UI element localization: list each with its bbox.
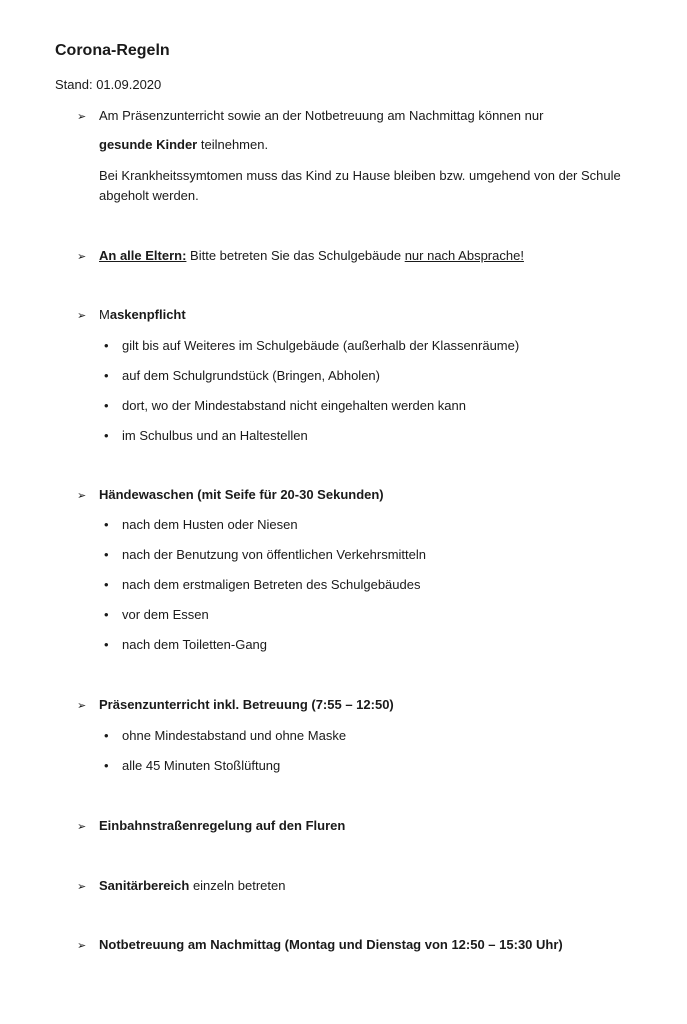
dot-bullet-icon: • <box>104 637 109 652</box>
parents-text: Bitte betreten Sie das Schulgebäude <box>186 248 405 263</box>
symptoms-paragraph: Bei Krankheitssymtomen muss das Kind zu Hause bleiben bzw. umgehend von der Schule abgeholt werden. <box>99 168 621 203</box>
dot-bullet-icon: • <box>104 577 109 592</box>
dot-bullet-icon: • <box>104 428 109 443</box>
healthy-kids-emphasis: gesunde Kinder <box>99 137 198 152</box>
document-title: Corona-Regeln <box>55 42 170 59</box>
list-item: nach der Benutzung von öffentlichen Verkehrsmitteln <box>122 547 427 562</box>
list-item: vor dem Essen <box>122 607 209 622</box>
arrow-bullet-icon: ➢ <box>77 251 87 263</box>
parents-underlined: nur nach Absprache! <box>404 248 524 263</box>
list-item: alle 45 Minuten Stoßlüftung <box>122 758 281 773</box>
healthy-kids-rest: teilnehmen. <box>197 137 269 152</box>
sanitary-text: einzeln betreten <box>189 878 286 893</box>
list-item: auf dem Schulgrundstück (Bringen, Abholen) <box>122 368 380 383</box>
one-way-heading: Einbahnstraßenregelung auf den Fluren <box>99 818 346 833</box>
dot-bullet-icon: • <box>104 398 109 413</box>
arrow-bullet-icon: ➢ <box>77 111 87 123</box>
classroom-heading: Präsenzunterricht inkl. Betreuung (7:55 – 12:50) <box>99 697 394 712</box>
dot-bullet-icon: • <box>104 607 109 622</box>
list-item: dort, wo der Mindestabstand nicht eingehalten werden kann <box>122 398 466 413</box>
arrow-bullet-icon: ➢ <box>77 881 87 893</box>
dot-bullet-icon: • <box>104 758 109 773</box>
handwash-heading: Händewaschen (mit Seife für 20-30 Sekunden) <box>99 487 384 502</box>
parents-rule <box>99 248 524 263</box>
dot-bullet-icon: • <box>104 728 109 743</box>
rule-healthy-line2 <box>99 137 268 152</box>
arrow-bullet-icon: ➢ <box>77 700 87 712</box>
arrow-bullet-icon: ➢ <box>77 940 87 952</box>
list-item: nach dem erstmaligen Betreten des Schulgebäudes <box>122 577 421 592</box>
mask-heading <box>99 307 186 322</box>
list-item: nach dem Husten oder Niesen <box>122 517 298 532</box>
document-date: Stand: 01.09.2020 <box>55 77 162 92</box>
dot-bullet-icon: • <box>104 368 109 383</box>
rule-healthy-line1: Am Präsenzunterricht sowie an der Notbetreuung am Nachmittag können nur <box>99 108 544 123</box>
afternoon-care-heading: Notbetreuung am Nachmittag (Montag und Dienstag von 12:50 – 15:30 Uhr) <box>99 937 563 952</box>
dot-bullet-icon: • <box>104 547 109 562</box>
arrow-bullet-icon: ➢ <box>77 490 87 502</box>
list-item: nach dem Toiletten-Gang <box>122 637 268 652</box>
mask-heading-first-letter: M <box>99 307 110 322</box>
dot-bullet-icon: • <box>104 517 109 532</box>
list-item: gilt bis auf Weiteres im Schulgebäude (außerhalb der Klassenräume) <box>122 338 520 353</box>
mask-heading-rest: askenpflicht <box>109 307 186 322</box>
arrow-bullet-icon: ➢ <box>77 310 87 322</box>
parents-label: An alle Eltern: <box>99 248 187 263</box>
list-item: im Schulbus und an Haltestellen <box>122 428 308 443</box>
sanitary-label: Sanitärbereich <box>99 878 190 893</box>
list-item: ohne Mindestabstand und ohne Maske <box>122 728 347 743</box>
arrow-bullet-icon: ➢ <box>77 821 87 833</box>
dot-bullet-icon: • <box>104 338 109 353</box>
sanitary-rule <box>99 878 285 893</box>
